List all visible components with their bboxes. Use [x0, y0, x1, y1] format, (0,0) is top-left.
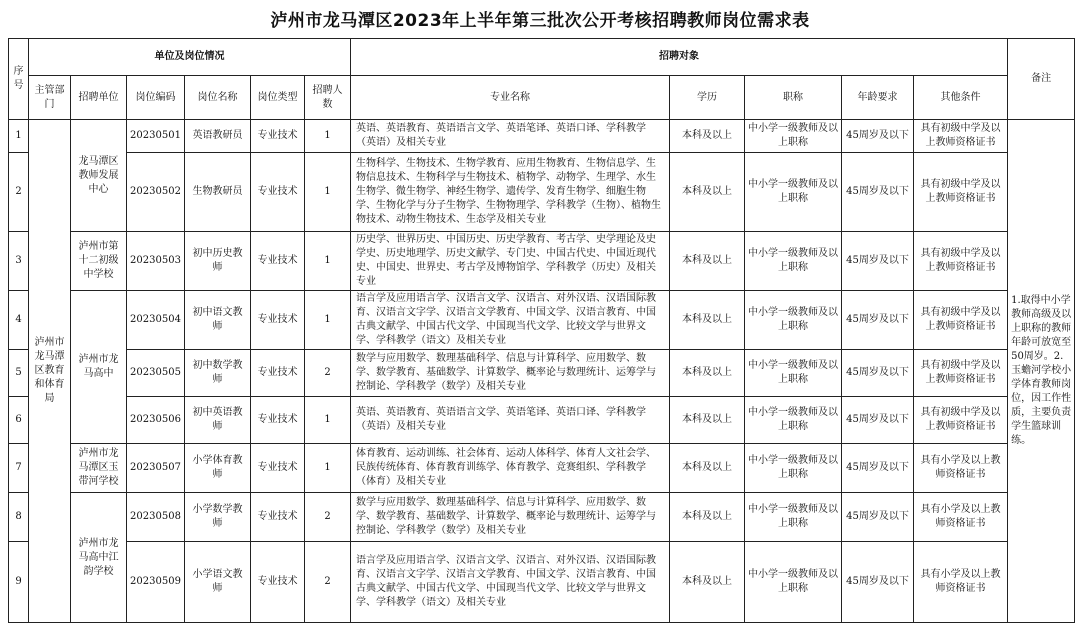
code-cell: 20230508: [127, 493, 185, 542]
name-cell: 初中英语教师: [185, 397, 251, 444]
edu-cell: 本科及以上: [670, 493, 745, 542]
count-cell: 2: [305, 542, 351, 623]
other-cell: 具有小学及以上教师资格证书: [914, 493, 1008, 542]
header-age: 年龄要求: [842, 76, 914, 120]
code-cell: 20230501: [127, 120, 185, 153]
seq-cell: 1: [9, 120, 29, 153]
type-cell: 专业技术: [251, 350, 305, 397]
header-row-group: [9, 39, 1075, 76]
name-cell: 初中历史教师: [185, 232, 251, 291]
unit-cell: 龙马潭区教师发展中心: [71, 120, 127, 232]
table-row: [9, 232, 1075, 291]
age-cell: 45周岁及以下: [842, 493, 914, 542]
age-cell: 45周岁及以下: [842, 120, 914, 153]
age-cell: 45周岁及以下: [842, 291, 914, 350]
code-cell: 20230503: [127, 232, 185, 291]
header-seq: 序号: [9, 39, 29, 120]
type-cell: 专业技术: [251, 493, 305, 542]
major-cell: 英语、英语教育、英语语言文学、英语笔译、英语口译、学科教学（英语）及相关专业: [351, 397, 670, 444]
other-cell: 具有初级中学及以上教师资格证书: [914, 232, 1008, 291]
table-row: [9, 350, 1075, 397]
edu-cell: 本科及以上: [670, 350, 745, 397]
name-cell: 小学体育教师: [185, 444, 251, 493]
age-cell: 45周岁及以下: [842, 397, 914, 444]
major-cell: 历史学、世界历史、中国历史、历史学教育、考古学、史学理论及史学史、历史地理学、历史文献学、专门史、中国古代史、中国近现代史、中国史、世界史、考古学及博物馆学、学科教学（历史）及相关专业: [351, 232, 670, 291]
table-row: [9, 153, 1075, 232]
type-cell: 专业技术: [251, 120, 305, 153]
rank-cell: 中小学一级教师及以上职称: [745, 542, 842, 623]
rank-cell: 中小学一级教师及以上职称: [745, 444, 842, 493]
age-cell: 45周岁及以下: [842, 153, 914, 232]
table-row: [9, 493, 1075, 542]
unit-cell: 泸州市龙马潭区玉带河学校: [71, 444, 127, 493]
header-name: 岗位名称: [185, 76, 251, 120]
remarks-cell: 1.取得中小学教师高级及以上职称的教师年龄可放宽至50周岁。2.玉蟾河学校小学体育教师岗位，因工作性质，主要负责学生篮球训练。: [1008, 120, 1075, 623]
other-cell: 具有初级中学及以上教师资格证书: [914, 120, 1008, 153]
seq-cell: 8: [9, 493, 29, 542]
name-cell: 小学数学教师: [185, 493, 251, 542]
other-cell: 具有小学及以上教师资格证书: [914, 542, 1008, 623]
major-cell: 英语、英语教育、英语语言文学、英语笔译、英语口译、学科教学（英语）及相关专业: [351, 120, 670, 153]
name-cell: 小学语文教师: [185, 542, 251, 623]
table-row: [9, 120, 1075, 153]
type-cell: 专业技术: [251, 232, 305, 291]
header-type: 岗位类型: [251, 76, 305, 120]
count-cell: 1: [305, 153, 351, 232]
type-cell: 专业技术: [251, 542, 305, 623]
count-cell: 1: [305, 397, 351, 444]
type-cell: 专业技术: [251, 397, 305, 444]
rank-cell: 中小学一级教师及以上职称: [745, 153, 842, 232]
rank-cell: 中小学一级教师及以上职称: [745, 232, 842, 291]
header-edu: 学历: [670, 76, 745, 120]
code-cell: 20230507: [127, 444, 185, 493]
name-cell: 初中数学教师: [185, 350, 251, 397]
seq-cell: 6: [9, 397, 29, 444]
header-count: 招聘人数: [305, 76, 351, 120]
header-remarks: 备注: [1008, 39, 1075, 120]
type-cell: 专业技术: [251, 291, 305, 350]
table-row: [9, 291, 1075, 350]
seq-cell: 7: [9, 444, 29, 493]
major-cell: 数学与应用数学、数理基础科学、信息与计算科学、应用数学、数学、数学教育、基础数学、计算数学、概率论与数理统计、运筹学与控制论、学科教学（数学）及相关专业: [351, 493, 670, 542]
major-cell: 语言学及应用语言学、汉语言文学、汉语言、对外汉语、汉语国际教育、汉语言文字学、汉语言文学教育、中国文学、汉语言教育、中国古典文献学、中国古代文学、中国现当代文学、比较文学与世界文学、学科教学（语文）及相关专业: [351, 291, 670, 350]
table-row: [9, 444, 1075, 493]
seq-cell: 4: [9, 291, 29, 350]
other-cell: 具有初级中学及以上教师资格证书: [914, 350, 1008, 397]
edu-cell: 本科及以上: [670, 232, 745, 291]
code-cell: 20230509: [127, 542, 185, 623]
seq-cell: 5: [9, 350, 29, 397]
edu-cell: 本科及以上: [670, 120, 745, 153]
major-cell: 语言学及应用语言学、汉语言文学、汉语言、对外汉语、汉语国际教育、汉语言文字学、汉语言文学教育、中国文学、汉语言教育、中国古典文献学、中国古代文学、中国现当代文学、比较文学与世界文学、学科教学（语文）及相关专业: [351, 542, 670, 623]
table-row: [9, 397, 1075, 444]
count-cell: 2: [305, 493, 351, 542]
rank-cell: 中小学一级教师及以上职称: [745, 350, 842, 397]
header-rank: 职称: [745, 76, 842, 120]
rank-cell: 中小学一级教师及以上职称: [745, 397, 842, 444]
unit-cell: 泸州市第十二初级中学校: [71, 232, 127, 291]
age-cell: 45周岁及以下: [842, 444, 914, 493]
header-row-columns: [9, 76, 1075, 120]
other-cell: 具有初级中学及以上教师资格证书: [914, 153, 1008, 232]
rank-cell: 中小学一级教师及以上职称: [745, 493, 842, 542]
header-target-group: 招聘对象: [351, 39, 1008, 76]
edu-cell: 本科及以上: [670, 444, 745, 493]
age-cell: 45周岁及以下: [842, 542, 914, 623]
count-cell: 2: [305, 350, 351, 397]
other-cell: 具有初级中学及以上教师资格证书: [914, 291, 1008, 350]
type-cell: 专业技术: [251, 153, 305, 232]
rank-cell: 中小学一级教师及以上职称: [745, 120, 842, 153]
major-cell: 生物科学、生物技术、生物学教育、应用生物教育、生物信息学、生物信息技术、生物科学与生物技术、植物学、动物学、生理学、水生生物学、微生物学、神经生物学、遗传学、发育生物学、细胞生物学、生物化学与分子生物学、生物物理学、学科教学（生物）、植物生物技术、动物生物技术、生态学及相关专业: [351, 153, 670, 232]
code-cell: 20230504: [127, 291, 185, 350]
age-cell: 45周岁及以下: [842, 350, 914, 397]
type-cell: 专业技术: [251, 444, 305, 493]
unit-cell: 泸州市龙马高中江韵学校: [71, 493, 127, 623]
header-dept: 主管部门: [29, 76, 71, 120]
page-title: 泸州市龙马潭区2023年上半年第三批次公开考核招聘教师岗位需求表: [270, 11, 810, 31]
rank-cell: 中小学一级教师及以上职称: [745, 291, 842, 350]
name-cell: 初中语文教师: [185, 291, 251, 350]
seq-cell: 3: [9, 232, 29, 291]
edu-cell: 本科及以上: [670, 153, 745, 232]
other-cell: 具有小学及以上教师资格证书: [914, 444, 1008, 493]
count-cell: 1: [305, 232, 351, 291]
major-cell: 体育教育、运动训练、社会体育、运动人体科学、体育人文社会学、民族传统体育、体育教育训练学、体育教学、竞赛组织、学科教学（体育）及相关专业: [351, 444, 670, 493]
unit-cell: 泸州市龙马高中: [71, 291, 127, 444]
edu-cell: 本科及以上: [670, 291, 745, 350]
code-cell: 20230505: [127, 350, 185, 397]
recruitment-table: [8, 38, 1075, 623]
dept-cell: 泸州市龙马潭区教育和体育局: [29, 120, 71, 623]
other-cell: 具有初级中学及以上教师资格证书: [914, 397, 1008, 444]
name-cell: 生物教研员: [185, 153, 251, 232]
header-code: 岗位编码: [127, 76, 185, 120]
seq-cell: 9: [9, 542, 29, 623]
name-cell: 英语教研员: [185, 120, 251, 153]
edu-cell: 本科及以上: [670, 542, 745, 623]
table-row: [9, 542, 1075, 623]
count-cell: 1: [305, 444, 351, 493]
code-cell: 20230506: [127, 397, 185, 444]
edu-cell: 本科及以上: [670, 397, 745, 444]
header-unit-group: 单位及岗位情况: [29, 39, 351, 76]
major-cell: 数学与应用数学、数理基础科学、信息与计算科学、应用数学、数学、数学教育、基础数学、计算数学、概率论与数理统计、运筹学与控制论、学科教学（数学）及相关专业: [351, 350, 670, 397]
header-major: 专业名称: [351, 76, 670, 120]
count-cell: 1: [305, 291, 351, 350]
code-cell: 20230502: [127, 153, 185, 232]
header-other: 其他条件: [914, 76, 1008, 120]
age-cell: 45周岁及以下: [842, 232, 914, 291]
seq-cell: 2: [9, 153, 29, 232]
count-cell: 1: [305, 120, 351, 153]
header-unit: 招聘单位: [71, 76, 127, 120]
